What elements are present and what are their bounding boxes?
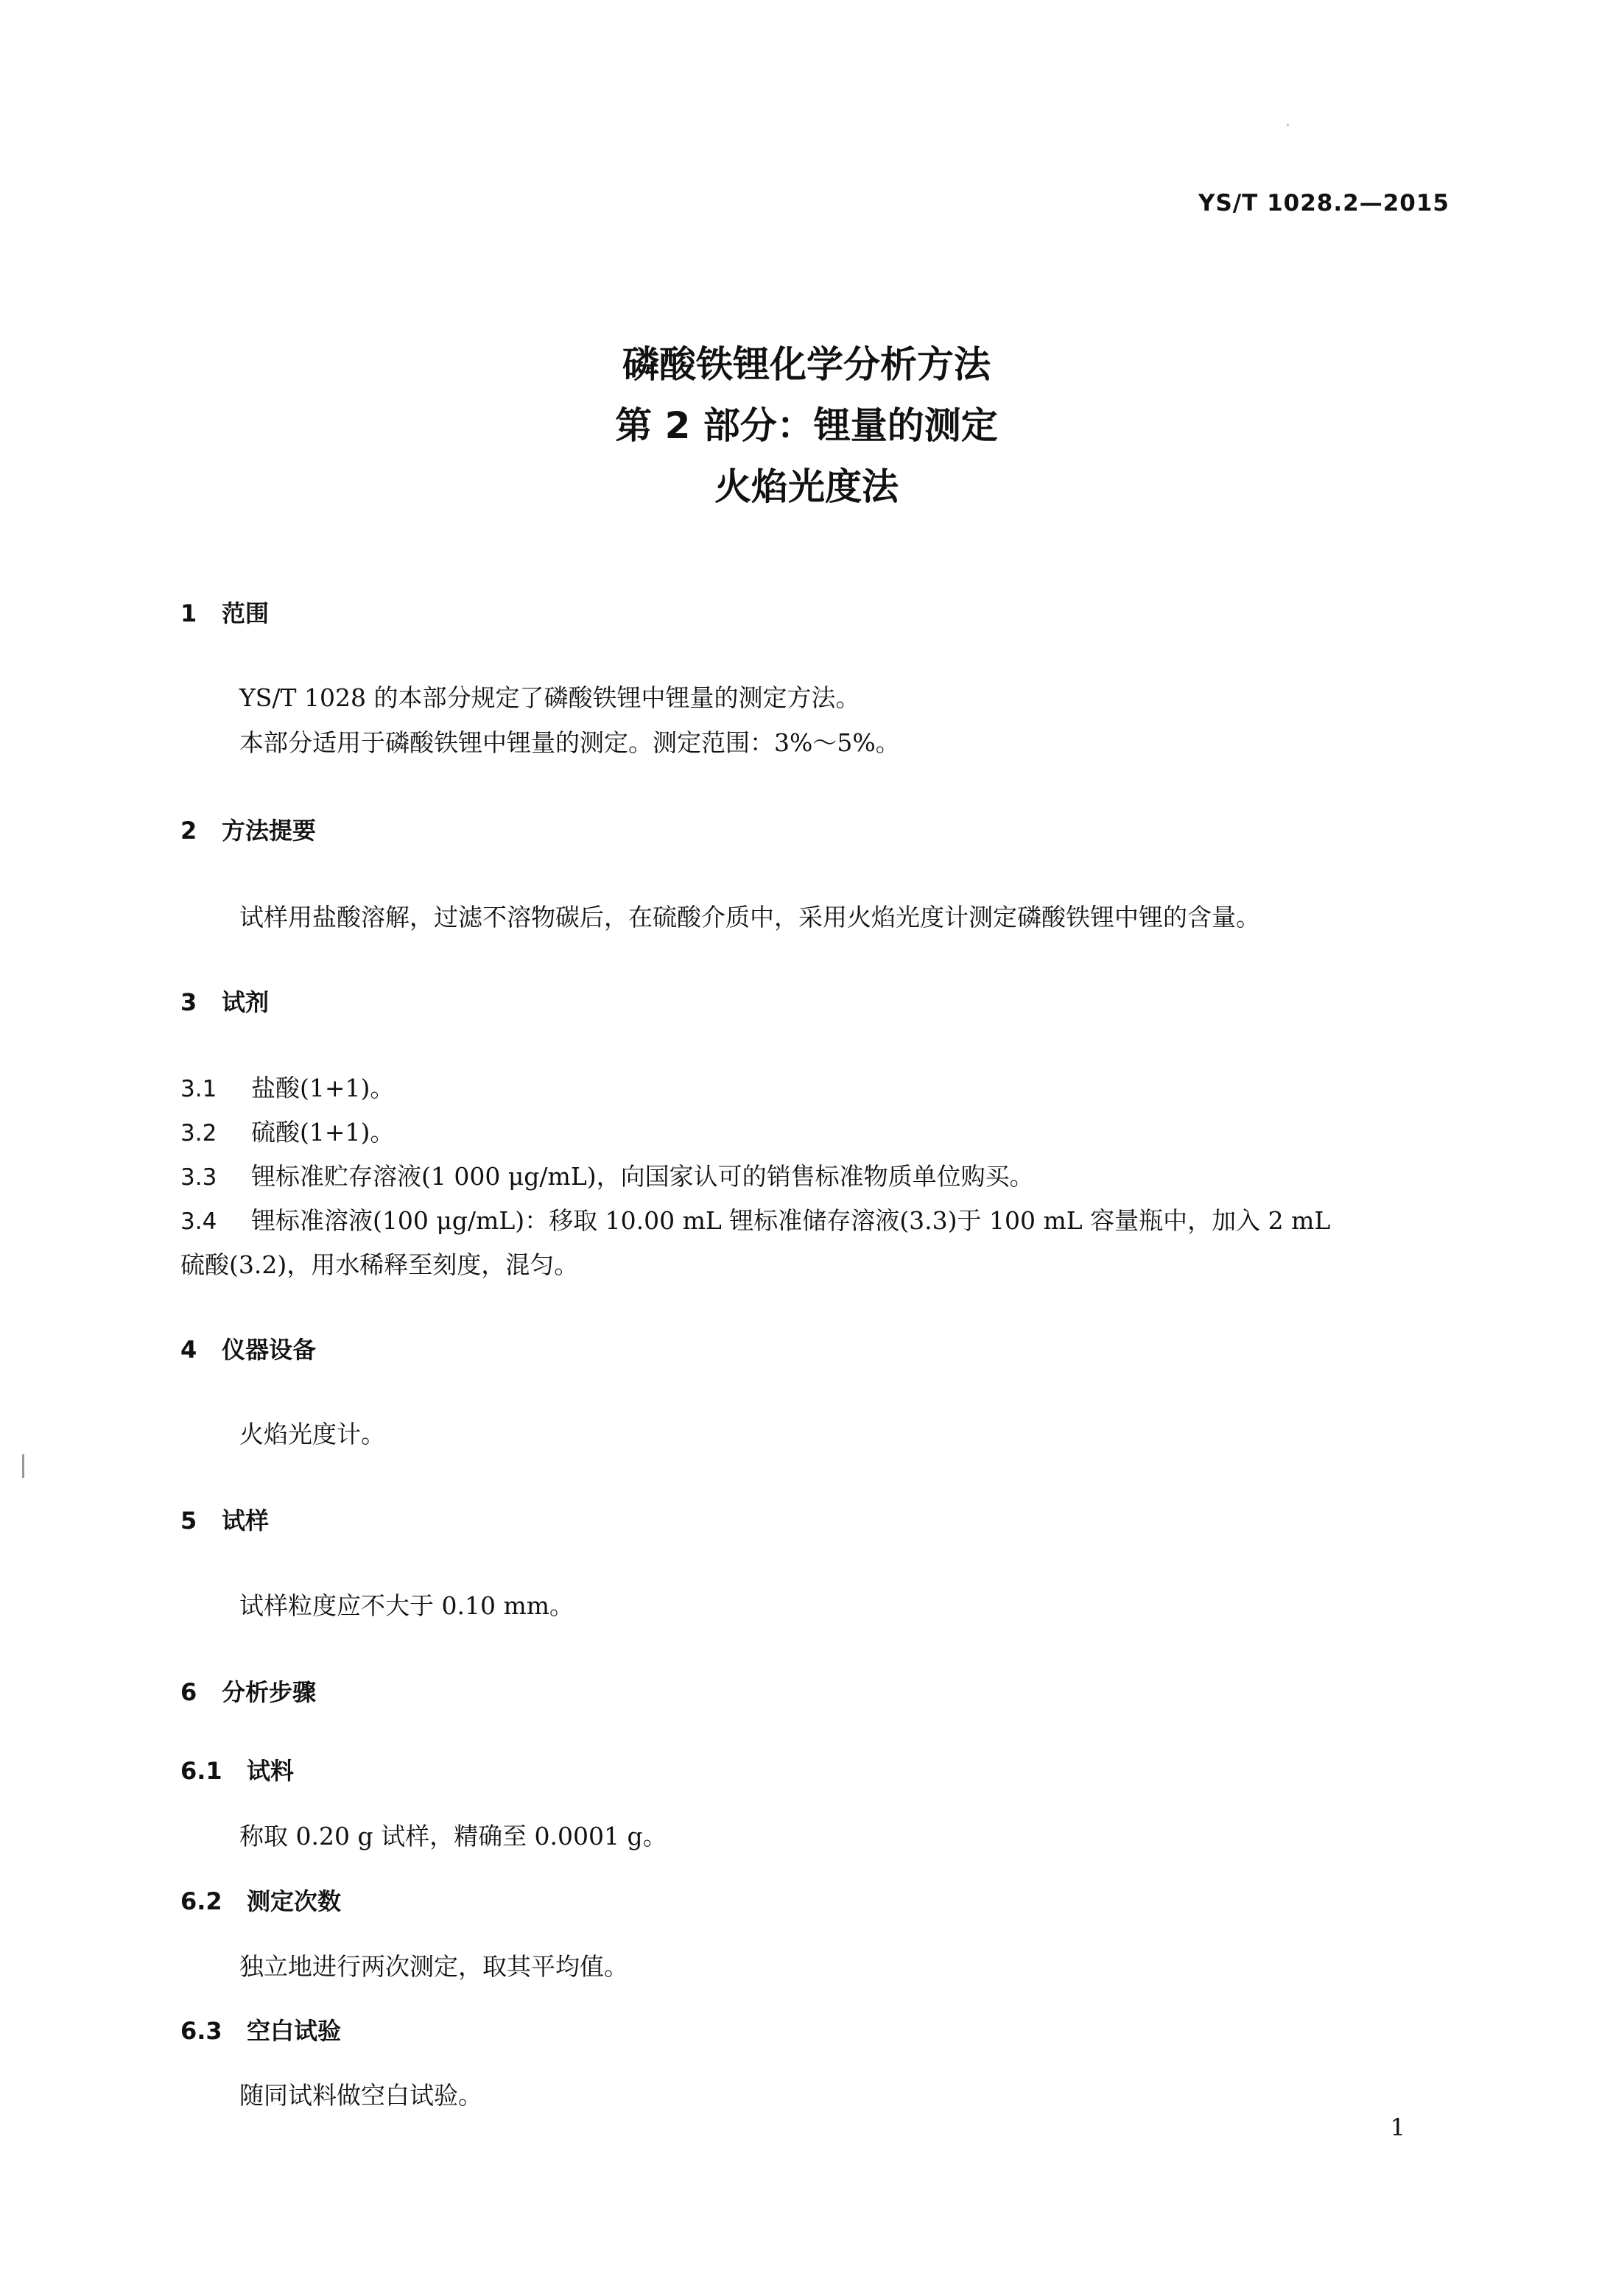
section-5-heading	[180, 1502, 269, 1536]
reagent-item-3-4-continuation: 硫酸(3.2)，用水稀释至刻度，混匀。	[180, 1250, 579, 1279]
section-1-paragraph-1: YS/T 1028 的本部分规定了磷酸铁锂中锂量的测定方法。	[239, 683, 860, 712]
item-number: 3.2	[180, 1120, 217, 1147]
section-5-paragraph-1: 试样粒度应不大于 0.10 mm。	[239, 1591, 574, 1620]
subsection-6-2-paragraph: 独立地进行两次测定，取其平均值。	[239, 1952, 628, 1981]
section-1-heading	[180, 595, 269, 629]
item-text: 锂标准溶液(100 μg/mL)：移取 10.00 mL 锂标准储存溶液(3.3)于 100 mL 容量瓶中，加入 2 mL	[251, 1206, 1331, 1235]
section-title: 试样	[222, 1507, 270, 1535]
section-4-paragraph-1: 火焰光度计。	[239, 1420, 385, 1448]
subsection-6-1-heading	[180, 1753, 294, 1786]
reagent-item-3-4	[180, 1202, 1330, 1236]
section-6-heading	[180, 1674, 316, 1708]
reagent-item-3-2	[180, 1113, 394, 1148]
section-number: 2	[180, 817, 197, 845]
item-number: 3.4	[180, 1208, 217, 1235]
subsection-number: 6.3	[180, 2017, 222, 2045]
section-number: 3	[180, 988, 197, 1016]
section-2-paragraph-1: 试样用盐酸溶解，过滤不溶物碳后，在硫酸介质中，采用火焰光度计测定磷酸铁锂中锂的含量。	[239, 903, 1260, 932]
section-3-heading	[180, 984, 269, 1018]
section-2-heading	[180, 812, 316, 846]
item-number: 3.3	[180, 1164, 217, 1191]
reagent-item-3-3	[180, 1158, 1034, 1192]
subsection-6-3-paragraph: 随同试料做空白试验。	[239, 2081, 482, 2110]
section-title: 方法提要	[222, 817, 317, 845]
section-number: 6	[180, 1678, 197, 1706]
item-text: 锂标准贮存溶液(1 000 μg/mL)，向国家认可的销售标准物质单位购买。	[251, 1162, 1034, 1191]
scan-artifact-mark	[22, 1454, 24, 1478]
section-1-paragraph-2: 本部分适用于磷酸铁锂中锂量的测定。测定范围：3%～5%。	[239, 728, 900, 757]
subsection-6-3-heading	[180, 2012, 341, 2046]
section-number: 1	[180, 599, 197, 627]
standard-code: YS/T 1028.2—2015	[1198, 190, 1449, 216]
subsection-6-2-heading	[180, 1883, 341, 1917]
reagent-item-3-1	[180, 1069, 394, 1104]
section-title: 范围	[222, 599, 270, 627]
section-4-heading	[180, 1331, 316, 1365]
title-line-2: 第 2 部分：锂量的测定	[615, 404, 998, 447]
item-text: 盐酸(1+1)。	[251, 1074, 395, 1102]
section-title: 仪器设备	[222, 1336, 317, 1364]
section-number: 5	[180, 1507, 197, 1535]
subsection-number: 6.1	[180, 1757, 222, 1785]
title-line-3: 火焰光度法	[714, 465, 899, 508]
item-number: 3.1	[180, 1076, 217, 1102]
section-number: 4	[180, 1336, 197, 1364]
page-number: 1	[1390, 2113, 1405, 2141]
subsection-number: 6.2	[180, 1887, 222, 1915]
subsection-title: 空白试验	[247, 2017, 342, 2045]
subsection-title: 测定次数	[247, 1887, 342, 1915]
item-text: 硫酸(1+1)。	[251, 1118, 395, 1147]
subsection-title: 试料	[247, 1757, 295, 1785]
title-line-1: 磷酸铁锂化学分析方法	[622, 343, 991, 386]
section-title: 试剂	[222, 988, 270, 1016]
subsection-6-1-paragraph: 称取 0.20 g 试样，精确至 0.0001 g。	[239, 1822, 667, 1850]
section-title: 分析步骤	[222, 1678, 317, 1706]
scan-artifact-dot	[1287, 124, 1289, 126]
